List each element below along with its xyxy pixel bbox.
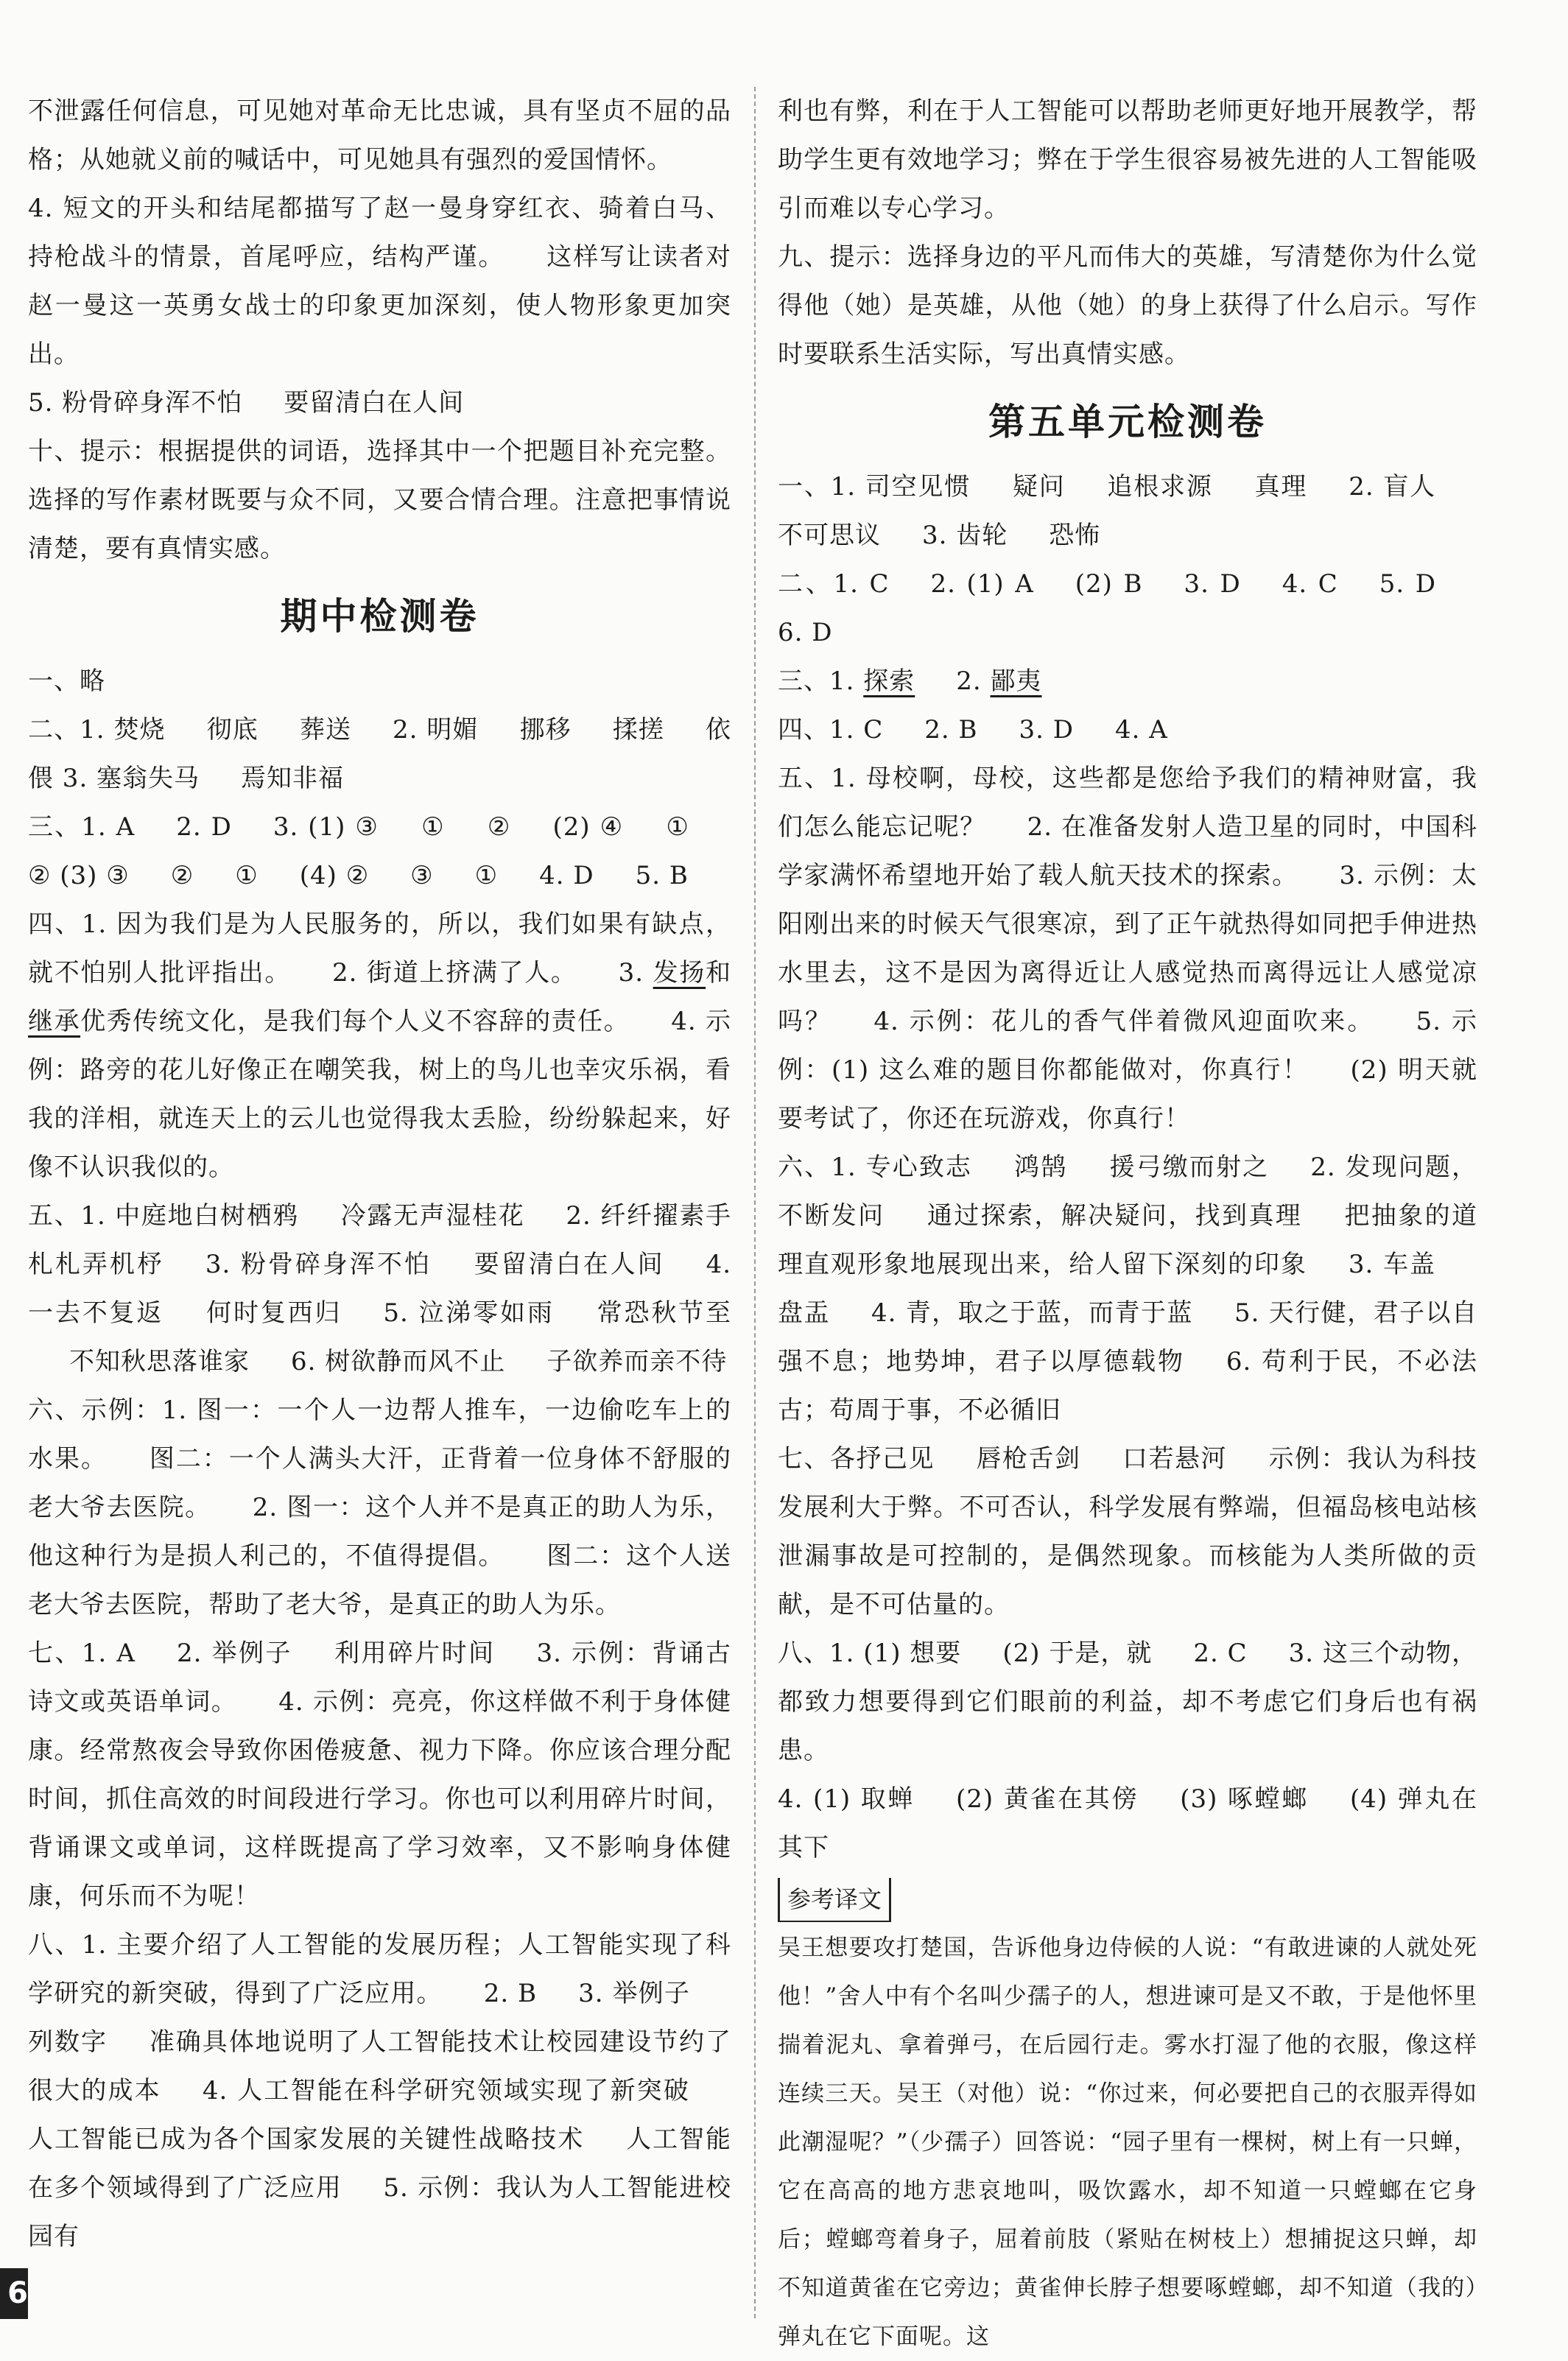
unit5-answer-4: 五、1. 母校啊，母校，这些都是您给予我们的精神财富，我们怎么能忘记呢？ 2. 在准备发射人造卫星的同时，中国科学家满怀希望地开始了载人航天技术的探索。 3. 示例：太阳刚出来的时候天气很寒凉，到了正午就热得如同把手伸进热水里去，这不是因为离得近让人感觉热而离得远让人感觉凉吗？ 4. 示例：花儿的香气伴着微风迎面吹来。 5. 示例：(1) 这么难的题目你都能做对，你真行！ (2) 明天就要考试了，你还在玩游戏，你真行！ — [778, 764, 1478, 1133]
unit5-answer-3: 四、1. C 2. B 3. D 4. A — [778, 715, 1168, 745]
midterm-answer-4: 五、1. 中庭地白树栖鸦 冷露无声湿桂花 2. 纤纤擢素手 札札弄机杼 3. 粉骨碎身浑不怕 要留清白在人间 4. 一去不复返 何时复西归 5. 泣涕零如雨 常恐秋节至不知秋思落谁家 6. 树欲静而风不止 子欲养而亲不待 — [28, 1201, 732, 1376]
midterm-answer-5: 六、示例：1. 图一：一个人一边帮人推车，一边偷吃车上的水果。 图二：一个人满头大汗，正背着一位身体不舒服的老大爷去医院。 2. 图一：这个人并不是真正的助人为乐，他这种行为是损人利己的，不值得提倡。 图二：这个人送老大爷去医院，帮助了老大爷，是真正的助人为乐。 — [28, 1396, 732, 1619]
midterm-answer-2: 三、1. A 2. D 3. (1) ③ ① ② (2) ④ ①② (3) ③ ② ① (4) ② ③ ① 4. D 5. B — [28, 812, 691, 890]
midterm-answer-6: 七、1. A 2. 举例子 利用碎片时间 3. 示例：背诵古诗文或英语单词。 4. 示例：亮亮，你这样做不利于身体健康。经常熬夜会导致你困倦疲惫、视力下降。你应该合理分配时间，抓住高效的时间段进行学习。你也可以利用碎片时间，背诵课文或单词，这样既提高了学习效率，又不影响身体健康，何乐而不为呢！ — [28, 1639, 732, 1911]
left-top-answers — [28, 87, 731, 573]
midterm-answer-3: 四、1. 因为我们是为人民服务的，所以，我们如果有缺点，就不怕别人批评指出。 2. 街道上挤满了人。 3. 发扬和继承优秀传统文化，是我们每个人义不容辞的责任。 4. 示例：路旁的花儿好像正在嘲笑我，树上的鸟儿也幸灾乐祸，看我的洋相，就连天上的云儿也觉得我太丢脸，纷纷躲起来，好像不认识我似的。 — [28, 909, 732, 1182]
midterm-answer-7: 八、1. 主要介绍了人工智能的发展历程；人工智能实现了科学研究的新突破，得到了广泛应用。 2. B 3. 举例子列数字 准确具体地说明了人工智能技术让校园建设节约了很大的成本 4. 人工智能在科学研究领域实现了新突破人工智能已成为各个国家发展的关键性战略技术 人工智能在多个领域得到了广泛应用 5. 示例：我认为人工智能进校园有 — [28, 1930, 732, 2251]
midterm-answer-0: 一、略 — [28, 666, 105, 696]
reference-translation: 吴王想要攻打楚国，告诉他身边侍候的人说：“有敢进谏的人就处死他！”舍人中有个名叫少孺子的人，想进谏可是又不敢，于是他怀里揣着泥丸、拿着弹弓，在后园行走。雾水打湿了他的衣服，像这样连续三天。吴王（对他）说：“你过来，何必要把自己的衣服弄得如此潮湿呢？”（少孺子）回答说：“园子里有一棵树，树上有一只蝉，它在高高的地方悲哀地叫，吸饮露水，却不知道一只螳螂在它身后；螳螂弯着身子，屈着前肢（紧贴在树枝上）想捕捉这只蝉，却不知道黄雀在它旁边；黄雀伸长脖子想要啄螳螂，却不知道（我的）弹丸在它下面呢。这 — [778, 1935, 1477, 2350]
right-column — [778, 87, 1477, 2361]
unit5-answer-5: 六、1. 专心致志 鸿鹄 援弓缴而射之 2. 发现问题，不断发问 通过探索，解决疑问，找到真理 把抽象的道理直观形象地展现出来，给人留下深刻的印象 3. 车盖盘盂 4. 青，取之于蓝，而青于蓝 5. 天行健，君子以自强不息；地势坤，君子以厚德载物 6. 苟利于民，不必法古；苟周于事，不必循旧 — [778, 1153, 1478, 1425]
left-answer-3: 十、提示：根据提供的词语，选择其中一个把题目补充完整。选择的写作素材既要与众不同，又要合情合理。注意把事情说清楚，要有真情实感。 — [28, 437, 731, 563]
midterm-title: 期中检测卷 — [280, 595, 479, 638]
page-number: 6 — [0, 2268, 28, 2319]
left-answer-1: 4. 短文的开头和结尾都描写了赵一曼身穿红衣、骑着白马、持枪战斗的情景，首尾呼应，结构严谨。 这样写让读者对赵一曼这一英勇女战士的印象更加深刻，使人物形象更加突出。 — [28, 194, 732, 369]
right-top-answers — [778, 87, 1477, 379]
left-answer-2: 5. 粉骨碎身浑不怕 要留清白在人间 — [28, 388, 465, 418]
unit5-title: 第五单元检测卷 — [988, 401, 1267, 443]
left-answer-0: 不泄露任何信息，可见她对革命无比忠诚，具有坚贞不屈的品格；从她就义前的喊话中，可见她具有强烈的爱国情怀。 — [28, 96, 731, 175]
unit5-answer-6: 七、各抒己见 唇枪舌剑 口若悬河 示例：我认为科技发展利大于弊。不可否认，科学发展有弊端，但福岛核电站核泄漏事故是可控制的，是偶然现象。而核能为人类所做的贡献，是不可估量的。 — [778, 1444, 1477, 1619]
midterm-answers — [28, 657, 731, 2261]
unit5-answers — [778, 462, 1477, 1872]
unit5-answer-8: 4. (1) 取蝉 (2) 黄雀在其傍 (3) 啄螳螂 (4) 弹丸在其下 — [778, 1784, 1478, 1862]
column-divider — [754, 87, 757, 2318]
unit5-answer-2: 三、1. 探索 2. 鄙夷 — [778, 666, 1042, 696]
left-column — [28, 87, 731, 2261]
unit5-answer-0: 一、1. 司空见惯 疑问 追根求源 真理 2. 盲人不可思议 3. 齿轮 恐怖 — [778, 472, 1437, 550]
right-answer-0: 利也有弊，利在于人工智能可以帮助老师更好地开展教学，帮助学生更有效地学习；弊在于学生很容易被先进的人工智能吸引而难以专心学习。 — [778, 96, 1477, 223]
unit5-answer-7: 八、1. (1) 想要 (2) 于是，就 2. C 3. 这三个动物，都致力想要得到它们眼前的利益，却不考虑它们身后也有祸患。 — [778, 1639, 1478, 1765]
unit5-answer-1: 二、1. C 2. (1) A (2) B 3. D 4. C 5. D6. D — [778, 569, 1436, 647]
right-answer-1: 九、提示：选择身边的平凡而伟大的英雄，写清楚你为什么觉得他（她）是英雄，从他（她）的身上获得了什么启示。写作时要联系生活实际，写出真情实感。 — [778, 242, 1477, 369]
midterm-answer-1: 二、1. 焚烧 彻底 葬送 2. 明媚 挪移 揉搓 依偎 3. 塞翁失马 焉知非福 — [28, 715, 732, 793]
reference-translation-label: 参考译文 — [778, 1872, 1477, 1924]
